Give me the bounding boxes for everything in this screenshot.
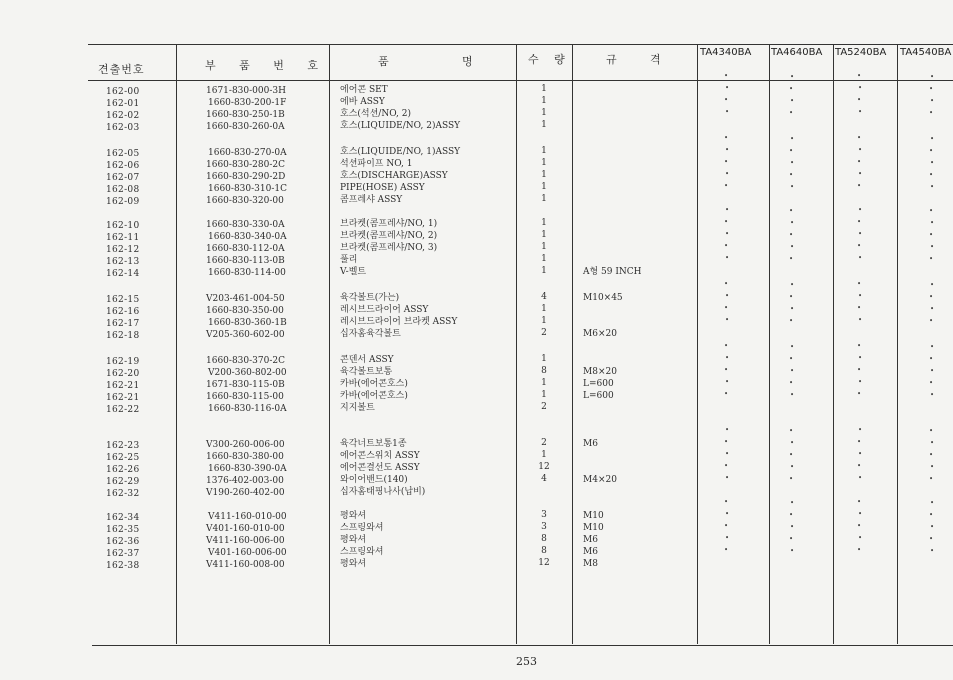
- row-code: 162-01: [106, 99, 140, 109]
- row-part-name: 풀리: [340, 255, 358, 265]
- row-quantity: 12: [538, 462, 550, 472]
- row-part-name: 호스(LIQUIDE/NO, 1)ASSY: [340, 147, 461, 157]
- model-applicability-mark: •: [929, 535, 934, 543]
- row-part-number: V190-260-402-00: [206, 488, 285, 498]
- row-code: 162-36: [106, 537, 140, 547]
- model-applicability-mark: •: [857, 462, 862, 470]
- row-part-number: 1660-830-380-00: [206, 452, 284, 462]
- row-part-name: V-벨트: [340, 267, 367, 277]
- model-applicability-mark: •: [929, 475, 934, 483]
- model-applicability-mark: •: [929, 451, 934, 459]
- model-applicability-mark: •: [858, 254, 863, 262]
- row-part-number: V203-461-004-50: [206, 294, 285, 304]
- row-part-number: 1660-830-340-0A: [208, 232, 287, 242]
- row-quantity: 1: [541, 316, 547, 326]
- row-code: 162-00: [106, 87, 140, 97]
- row-part-number: 1660-830-260-0A: [206, 122, 285, 132]
- model-applicability-mark: •: [724, 462, 729, 470]
- row-spec: M10×45: [583, 293, 623, 303]
- model-applicability-mark: •: [929, 511, 934, 519]
- row-part-number: 1660-830-370-2C: [206, 356, 285, 366]
- model-applicability-mark: •: [930, 523, 935, 531]
- row-spec: M6: [583, 535, 598, 545]
- model-applicability-mark: •: [858, 108, 863, 116]
- row-part-number: 1660-830-290-2D: [206, 172, 286, 182]
- model-applicability-mark: •: [724, 304, 729, 312]
- model-applicability-mark: •: [930, 281, 935, 289]
- model-applicability-mark: •: [858, 510, 863, 518]
- header-qty: 수 량: [528, 53, 571, 66]
- row-part-number: 1671-830-000-3H: [206, 86, 286, 96]
- model-applicability-mark: •: [790, 159, 795, 167]
- model-applicability-mark: •: [725, 354, 730, 362]
- model-applicability-mark: •: [857, 96, 862, 104]
- model-applicability-mark: •: [857, 72, 862, 80]
- model-applicability-mark: •: [789, 231, 794, 239]
- model-applicability-mark: •: [725, 108, 730, 116]
- model-applicability-mark: •: [790, 97, 795, 105]
- row-part-name: 지지볼트: [340, 403, 375, 413]
- model-applicability-mark: •: [858, 292, 863, 300]
- row-quantity: 1: [541, 120, 547, 130]
- row-code: 162-06: [106, 161, 140, 171]
- row-quantity: 1: [541, 242, 547, 252]
- row-part-name: 육각너트보통1종: [340, 439, 407, 449]
- row-part-number: V200-360-802-00: [208, 368, 287, 378]
- model-applicability-mark: •: [857, 218, 862, 226]
- row-code: 162-35: [106, 525, 140, 535]
- model-applicability-mark: •: [929, 355, 934, 363]
- row-part-number: 1660-830-113-0B: [206, 256, 285, 266]
- col-divider-5: [697, 44, 698, 644]
- model-applicability-mark: •: [789, 475, 794, 483]
- row-code: 162-37: [106, 549, 140, 559]
- row-quantity: 1: [541, 182, 547, 192]
- row-code: 162-16: [106, 307, 140, 317]
- row-quantity: 8: [541, 534, 547, 544]
- model-applicability-mark: •: [724, 96, 729, 104]
- model-applicability-mark: •: [929, 109, 934, 117]
- model-applicability-mark: •: [724, 242, 729, 250]
- row-part-name: 평와셔: [340, 559, 367, 569]
- row-code: 162-18: [106, 331, 140, 341]
- model-applicability-mark: •: [857, 546, 862, 554]
- model-applicability-mark: •: [790, 73, 795, 81]
- header-name-1: 품: [378, 55, 390, 68]
- model-applicability-mark: •: [930, 219, 935, 227]
- row-code: 162-21: [106, 381, 140, 391]
- model-applicability-mark: •: [789, 451, 794, 459]
- model-applicability-mark: •: [790, 391, 795, 399]
- model-applicability-mark: •: [857, 304, 862, 312]
- row-quantity: 4: [541, 292, 547, 302]
- model-applicability-mark: •: [857, 498, 862, 506]
- col-divider-3: [516, 44, 517, 644]
- row-part-number: 1660-830-310-1C: [208, 184, 287, 194]
- row-code: 162-13: [106, 257, 140, 267]
- model-applicability-mark: •: [724, 218, 729, 226]
- model-applicability-mark: •: [725, 292, 730, 300]
- model-applicability-mark: •: [789, 171, 794, 179]
- col-divider-6: [769, 44, 770, 644]
- model-applicability-mark: •: [857, 182, 862, 190]
- model-applicability-mark: •: [725, 450, 730, 458]
- model-applicability-mark: •: [929, 293, 934, 301]
- row-part-number: 1376-402-003-00: [206, 476, 284, 486]
- model-applicability-mark: •: [929, 171, 934, 179]
- row-part-number: 1660-830-250-1B: [206, 110, 285, 120]
- row-part-number: V411-160-010-00: [208, 512, 287, 522]
- model-applicability-mark: •: [858, 426, 863, 434]
- row-part-name: 와이어밴드(140): [340, 475, 408, 485]
- model-applicability-mark: •: [929, 379, 934, 387]
- row-spec: M6×20: [583, 329, 617, 339]
- row-part-name: 에바 ASSY: [340, 97, 385, 107]
- model-applicability-mark: •: [725, 510, 730, 518]
- row-spec: A형 59 INCH: [583, 267, 642, 277]
- model-applicability-mark: •: [857, 366, 862, 374]
- row-part-number: 1660-830-320-00: [206, 196, 284, 206]
- header-spec-2: 격: [650, 53, 662, 66]
- row-part-number: V205-360-602-00: [206, 330, 285, 340]
- model-applicability-mark: •: [724, 134, 729, 142]
- header-name-2: 명: [462, 55, 474, 68]
- row-part-name: 브라켓(콤프레샤/NO, 3): [340, 243, 438, 253]
- row-quantity: 8: [541, 546, 547, 556]
- row-quantity: 1: [541, 266, 547, 276]
- row-part-number: 1660-830-360-1B: [208, 318, 287, 328]
- model-applicability-mark: •: [790, 343, 795, 351]
- model-applicability-mark: •: [858, 378, 863, 386]
- model-applicability-mark: •: [789, 147, 794, 155]
- model-applicability-mark: •: [858, 316, 863, 324]
- model-applicability-mark: •: [789, 379, 794, 387]
- row-code: 162-10: [106, 221, 140, 231]
- model-applicability-mark: •: [790, 439, 795, 447]
- row-code: 162-17: [106, 319, 140, 329]
- row-spec: M8: [583, 559, 598, 569]
- row-code: 162-22: [106, 405, 140, 415]
- header-part-number: 부 품 번 호: [205, 59, 328, 72]
- model-applicability-mark: •: [725, 84, 730, 92]
- row-quantity: 12: [538, 558, 550, 568]
- top-border: [88, 44, 953, 45]
- model-applicability-mark: •: [930, 183, 935, 191]
- model-applicability-mark: •: [930, 499, 935, 507]
- row-code: 162-08: [106, 185, 140, 195]
- row-spec: M4×20: [583, 475, 617, 485]
- row-code: 162-12: [106, 245, 140, 255]
- model-applicability-mark: •: [930, 547, 935, 555]
- row-part-name: 카바(에어콘호스): [340, 379, 408, 389]
- row-quantity: 1: [541, 96, 547, 106]
- row-code: 162-21: [106, 393, 140, 403]
- row-code: 162-02: [106, 111, 140, 121]
- model-applicability-mark: •: [790, 523, 795, 531]
- page-number: 253: [516, 655, 537, 668]
- model-applicability-mark: •: [789, 535, 794, 543]
- row-code: 162-07: [106, 173, 140, 183]
- row-spec: M6: [583, 439, 598, 449]
- row-part-name: 에어콘 SET: [340, 85, 388, 95]
- model-applicability-mark: •: [789, 85, 794, 93]
- model-applicability-mark: •: [857, 522, 862, 530]
- row-quantity: 1: [541, 108, 547, 118]
- row-quantity: 8: [541, 366, 547, 376]
- model-applicability-mark: •: [789, 355, 794, 363]
- row-quantity: 1: [541, 390, 547, 400]
- row-part-name: 육각볼트(가는): [340, 293, 400, 303]
- model-applicability-mark: •: [725, 254, 730, 262]
- row-part-name: 호스(LIQUIDE/NO, 2)ASSY: [340, 121, 461, 131]
- model-applicability-mark: •: [724, 182, 729, 190]
- model-applicability-mark: •: [724, 366, 729, 374]
- model-applicability-mark: •: [790, 183, 795, 191]
- model-applicability-mark: •: [790, 219, 795, 227]
- row-quantity: 1: [541, 450, 547, 460]
- row-code: 162-20: [106, 369, 140, 379]
- header-spec-1: 규: [606, 53, 618, 66]
- model-applicability-mark: •: [929, 147, 934, 155]
- row-part-name: 카바(에어콘호스): [340, 391, 408, 401]
- row-part-name: 스프링와셔: [340, 523, 384, 533]
- model-applicability-mark: •: [857, 342, 862, 350]
- header-model-1: TA4340BA: [700, 47, 752, 58]
- col-divider-4: [572, 44, 573, 644]
- model-applicability-mark: •: [724, 522, 729, 530]
- model-applicability-mark: •: [929, 255, 934, 263]
- row-part-name: 콤프레샤 ASSY: [340, 195, 403, 205]
- row-part-name: 호스(석션/NO, 2): [340, 109, 412, 119]
- model-applicability-mark: •: [858, 230, 863, 238]
- row-quantity: 3: [541, 522, 547, 532]
- model-applicability-mark: •: [724, 498, 729, 506]
- model-applicability-mark: •: [790, 463, 795, 471]
- row-quantity: 1: [541, 254, 547, 264]
- model-applicability-mark: •: [790, 367, 795, 375]
- model-applicability-mark: •: [930, 391, 935, 399]
- model-applicability-mark: •: [857, 134, 862, 142]
- model-applicability-mark: •: [790, 135, 795, 143]
- row-part-number: 1660-830-200-1F: [208, 98, 287, 108]
- row-code: 162-32: [106, 489, 140, 499]
- model-applicability-mark: •: [725, 146, 730, 154]
- model-applicability-mark: •: [790, 305, 795, 313]
- row-code: 162-14: [106, 269, 140, 279]
- model-applicability-mark: •: [725, 316, 730, 324]
- model-applicability-mark: •: [858, 206, 863, 214]
- row-part-name: PIPE(HOSE) ASSY: [340, 183, 425, 193]
- row-part-number: V300-260-006-00: [206, 440, 285, 450]
- model-applicability-mark: •: [790, 243, 795, 251]
- model-applicability-mark: •: [724, 342, 729, 350]
- row-quantity: 2: [541, 402, 547, 412]
- model-applicability-mark: •: [725, 206, 730, 214]
- row-code: 162-38: [106, 561, 140, 571]
- row-part-name: 호스(DISCHARGE)ASSY: [340, 171, 448, 181]
- row-code: 162-23: [106, 441, 140, 451]
- model-applicability-mark: •: [930, 135, 935, 143]
- model-applicability-mark: •: [789, 511, 794, 519]
- model-applicability-mark: •: [858, 170, 863, 178]
- model-applicability-mark: •: [790, 281, 795, 289]
- row-spec: M10: [583, 523, 604, 533]
- row-part-name: 브라켓(콤프레샤/NO, 1): [340, 219, 438, 229]
- row-part-number: 1660-830-116-0A: [208, 404, 287, 414]
- model-applicability-mark: •: [789, 255, 794, 263]
- model-applicability-mark: •: [930, 159, 935, 167]
- model-applicability-mark: •: [789, 427, 794, 435]
- model-applicability-mark: •: [725, 426, 730, 434]
- model-applicability-mark: •: [929, 317, 934, 325]
- row-quantity: 1: [541, 230, 547, 240]
- row-spec: M8×20: [583, 367, 617, 377]
- row-part-name: 레시브드라이어 브라켓 ASSY: [340, 317, 458, 327]
- row-part-name: 에어콘결선도 ASSY: [340, 463, 420, 473]
- row-spec: L=600: [583, 391, 614, 401]
- model-applicability-mark: •: [858, 534, 863, 542]
- model-applicability-mark: •: [858, 84, 863, 92]
- row-code: 162-15: [106, 295, 140, 305]
- row-part-number: 1660-830-112-0A: [206, 244, 285, 254]
- model-applicability-mark: •: [857, 280, 862, 288]
- row-quantity: 4: [541, 474, 547, 484]
- header-divider: [88, 80, 953, 81]
- model-applicability-mark: •: [725, 474, 730, 482]
- model-applicability-mark: •: [858, 450, 863, 458]
- row-quantity: 1: [541, 170, 547, 180]
- row-part-name: 평와셔: [340, 511, 367, 521]
- header-code: 견출번호: [98, 63, 145, 76]
- row-code: 162-11: [106, 233, 140, 243]
- header-model-2: TA4640BA: [771, 47, 823, 58]
- row-code: 162-09: [106, 197, 140, 207]
- row-part-name: 레시브드라이어 ASSY: [340, 305, 429, 315]
- row-part-number: 1660-830-330-0A: [206, 220, 285, 230]
- model-applicability-mark: •: [858, 474, 863, 482]
- row-part-number: 1660-830-280-2C: [206, 160, 285, 170]
- row-spec: M10: [583, 511, 604, 521]
- model-applicability-mark: •: [929, 85, 934, 93]
- model-applicability-mark: •: [790, 547, 795, 555]
- header-model-3: TA5240BA: [835, 47, 887, 58]
- col-divider-8: [897, 44, 898, 644]
- model-applicability-mark: •: [857, 438, 862, 446]
- col-divider-7: [833, 44, 834, 644]
- model-applicability-mark: •: [929, 207, 934, 215]
- row-spec: M6: [583, 547, 598, 557]
- row-part-name: 평와셔: [340, 535, 367, 545]
- row-part-number: V401-160-010-00: [206, 524, 285, 534]
- model-applicability-mark: •: [724, 390, 729, 398]
- row-part-name: 에어콘스위치 ASSY: [340, 451, 420, 461]
- row-spec: L=600: [583, 379, 614, 389]
- model-applicability-mark: •: [930, 439, 935, 447]
- row-code: 162-29: [106, 477, 140, 487]
- model-applicability-mark: •: [930, 305, 935, 313]
- row-quantity: 2: [541, 328, 547, 338]
- row-quantity: 1: [541, 146, 547, 156]
- col-divider-1: [176, 44, 177, 644]
- model-applicability-mark: •: [789, 293, 794, 301]
- model-applicability-mark: •: [724, 72, 729, 80]
- row-code: 162-34: [106, 513, 140, 523]
- model-applicability-mark: •: [725, 170, 730, 178]
- row-quantity: 1: [541, 218, 547, 228]
- row-quantity: 3: [541, 510, 547, 520]
- model-applicability-mark: •: [930, 73, 935, 81]
- row-part-name: 콘덴서 ASSY: [340, 355, 394, 365]
- row-part-number: V401-160-006-00: [208, 548, 287, 558]
- row-quantity: 1: [541, 158, 547, 168]
- row-part-number: 1660-830-115-00: [206, 392, 284, 402]
- bottom-border: [92, 645, 953, 646]
- row-part-name: 육각볼트보통: [340, 367, 393, 377]
- row-code: 162-05: [106, 149, 140, 159]
- model-applicability-mark: •: [857, 242, 862, 250]
- row-quantity: 1: [541, 84, 547, 94]
- model-applicability-mark: •: [929, 231, 934, 239]
- row-part-number: V411-160-008-00: [206, 560, 285, 570]
- model-applicability-mark: •: [857, 158, 862, 166]
- model-applicability-mark: •: [725, 534, 730, 542]
- model-applicability-mark: •: [725, 378, 730, 386]
- row-part-name: 십자홈육각볼트: [340, 329, 401, 339]
- row-part-number: V411-160-006-00: [206, 536, 285, 546]
- row-code: 162-03: [106, 123, 140, 133]
- model-applicability-mark: •: [789, 207, 794, 215]
- row-quantity: 1: [541, 194, 547, 204]
- model-applicability-mark: •: [789, 109, 794, 117]
- model-applicability-mark: •: [857, 390, 862, 398]
- model-applicability-mark: •: [790, 499, 795, 507]
- model-applicability-mark: •: [930, 97, 935, 105]
- row-quantity: 1: [541, 304, 547, 314]
- row-part-name: 브라켓(콤프레샤/NO, 2): [340, 231, 438, 241]
- model-applicability-mark: •: [724, 438, 729, 446]
- model-applicability-mark: •: [930, 243, 935, 251]
- model-applicability-mark: •: [724, 158, 729, 166]
- model-applicability-mark: •: [930, 463, 935, 471]
- row-part-number: 1671-830-115-0B: [206, 380, 285, 390]
- row-part-number: 1660-830-350-00: [206, 306, 284, 316]
- col-divider-2: [329, 44, 330, 644]
- model-applicability-mark: •: [724, 280, 729, 288]
- row-quantity: 1: [541, 378, 547, 388]
- model-applicability-mark: •: [858, 354, 863, 362]
- row-part-name: 십자홈태핑나사(납비): [340, 487, 426, 497]
- model-applicability-mark: •: [724, 546, 729, 554]
- row-part-number: 1660-830-114-00: [208, 268, 286, 278]
- row-part-number: 1660-830-390-0A: [208, 464, 287, 474]
- model-applicability-mark: •: [929, 427, 934, 435]
- row-part-name: 스프링와셔: [340, 547, 384, 557]
- row-part-name: 석션파이프 NO, 1: [340, 159, 413, 169]
- model-applicability-mark: •: [858, 146, 863, 154]
- model-applicability-mark: •: [789, 317, 794, 325]
- header-model-4: TA4540BA: [900, 47, 952, 58]
- model-applicability-mark: •: [930, 367, 935, 375]
- row-quantity: 2: [541, 438, 547, 448]
- row-part-number: 1660-830-270-0A: [208, 148, 287, 158]
- row-code: 162-19: [106, 357, 140, 367]
- row-code: 162-25: [106, 453, 140, 463]
- row-quantity: 1: [541, 354, 547, 364]
- model-applicability-mark: •: [930, 343, 935, 351]
- row-code: 162-26: [106, 465, 140, 475]
- model-applicability-mark: •: [725, 230, 730, 238]
